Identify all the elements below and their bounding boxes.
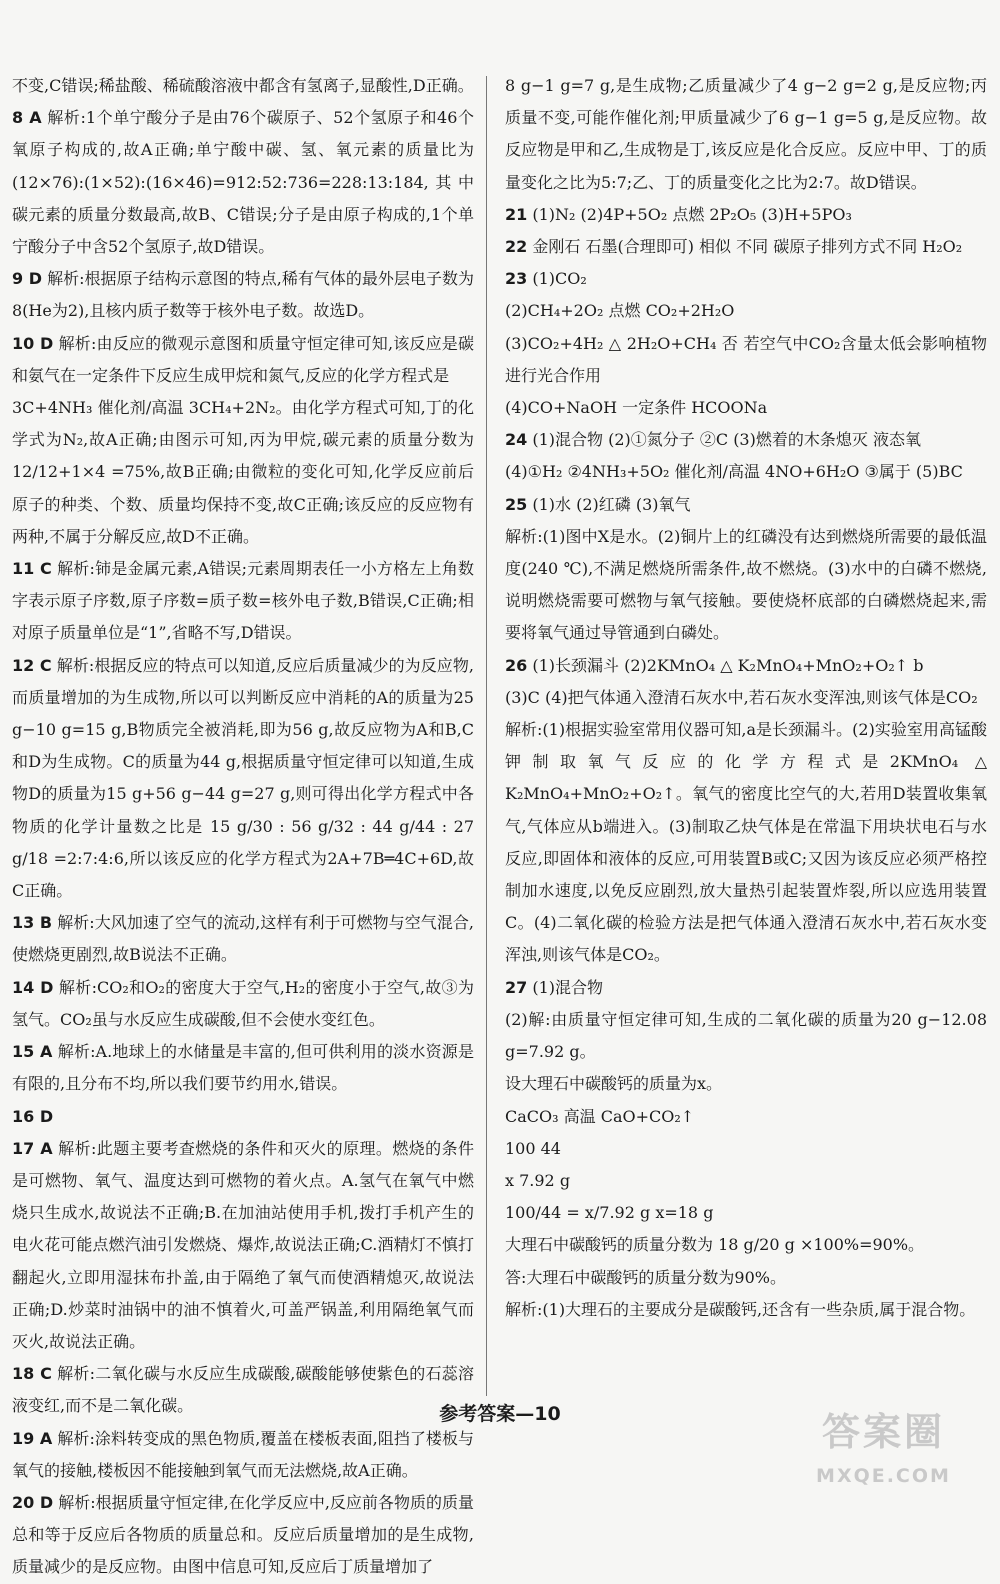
answer-24-4: (4)①H₂ ②4NH₃+5O₂ 催化剂/高温 4NO+6H₂O ③属于 (5)BC (505, 462, 963, 482)
right-column (505, 70, 987, 1326)
answer-14: 14 D 解析:CO₂和O₂的密度大于空气,H₂的密度小于空气,故③为氢气。CO₂虽与水反应生成碳酸,但不会使水变红色。 (12, 977, 474, 1029)
answer-27-equation: CaCO₃ 高温 CaO+CO₂↑ (505, 1106, 695, 1126)
answer-11: 11 C 解析:铈是金属元素,A错误;元素周期表任一小方格左上角数字表示原子序数,原子序数=质子数=核外电子数,B错误,C正确;相对原子质量单位是“1”,省略不写,D错误。 (12, 559, 474, 643)
answer-25: 25 (1)水 (2)红磷 (3)氧气 (505, 494, 691, 514)
answer-26: 26 (1)长颈漏斗 (2)2KMnO₄ △ K₂MnO₄+MnO₂+O₂↑ b (505, 655, 924, 675)
answer-10: 10 D 解析:由反应的微观示意图和质量守恒定律可知,该反应是碳和氨气在一定条件下反应生成甲烷和氮气,反应的化学方程式是 (12, 333, 474, 385)
page-footer: 参考答案—10 (439, 1403, 561, 1425)
answer-27-final: 答:大理石中碳酸钙的质量分数为90%。 (505, 1267, 786, 1287)
answer-16: 16 D (12, 1106, 54, 1126)
answer-27-assume: 设大理石中碳酸钙的质量为x。 (505, 1074, 723, 1094)
answer-27-percent: 大理石中碳酸钙的质量分数为 18 g/20 g ×100%=90%。 (505, 1235, 925, 1255)
answer-24: 24 (1)混合物 (2)①氮分子 ②C (3)燃着的木条熄灭 液态氧 (505, 430, 921, 450)
answer-21: 21 (1)N₂ (2)4P+5O₂ 点燃 2P₂O₅ (3)H+5PO₃ (505, 204, 852, 224)
answer-23: 23 (1)CO₂ (505, 269, 587, 289)
answer-23-4: (4)CO+NaOH 一定条件 HCOONa (505, 398, 768, 418)
answer-9: 9 D 解析:根据原子结构示意图的特点,稀有气体的最外层电子数为8(He为2),且核内质子数等于核外电子数。故选D。 (12, 269, 474, 321)
answer-10-equation: 3C+4NH₃ 催化剂/高温 3CH₄+2N₂。由化学方程式可知,丁的化学式为N₂,故A正确;由图示可知,丙为甲烷,碳元素的质量分数为 12/12+1×4 =75%,故B正确;由微粒的变化可知,化学反应前后原子的种类、个数、质量均保持不变,故C正确;该反应的反应物有两种,不属于分解反应,故D不正确。 (12, 398, 474, 546)
answer-17: 17 A 解析:此题主要考查燃烧的条件和灭火的原理。燃烧的条件是可燃物、氧气、温度达到可燃物的着火点。A.氢气在氧气中燃烧只生成水,故说法不正确;B.在加油站使用手机,拨打手机产生的电火花可能点燃汽油引发燃烧、爆炸,故说法正确;C.酒精灯不慎打翻起火,立即用湿抹布扑盖,由于隔绝了氧气而使酒精熄灭,故说法正确;D.炒菜时油锅中的油不慎着火,可盖严锅盖,利用隔绝氧气而灭火,故说法正确。 (12, 1138, 474, 1351)
answer-27-2: (2)解:由质量守恒定律可知,生成的二氧化碳的质量为20 g−12.08 g=7.92 g。 (505, 1009, 987, 1062)
answer-20-tail: 8 g−1 g=7 g,是生成物;乙质量减少了4 g−2 g=2 g,是反应物;丙质量不变,可能作催化剂;甲质量减少了6 g−1 g=5 g,是反应物。故反应物是甲和乙,生成物是丁,该反应是化合反应。反应中甲、丁的质量变化之比为5:7;乙、丁的质量变化之比为2:7。故D错误。 (505, 76, 987, 192)
answer-27: 27 (1)混合物 (505, 977, 604, 997)
watermark-url: MXQE.COM (816, 1465, 951, 1487)
answer-23-3: (3)CO₂+4H₂ △ 2H₂O+CH₄ 否 若空气中CO₂含量太低会影响植物进行光合作用 (505, 333, 987, 385)
answer-13: 13 B 解析:大风加速了空气的流动,这样有利于可燃物与空气混合,使燃烧更剧烈,故B说法不正确。 (12, 913, 474, 965)
column-divider (486, 76, 487, 1396)
watermark-text: 答案圈 (821, 1410, 945, 1454)
answer-25-analysis: 解析:(1)图中X是水。(2)铜片上的红磷没有达到燃烧所需要的最低温度(240 ℃),不满足燃烧所需条件,故不燃烧。(3)水中的白磷不燃烧,说明燃烧需要可燃物与氧气接触。要使烧杯底部的白磷燃烧起来,需要将氧气通过导管通到白磷处。 (505, 526, 987, 643)
answer-12: 12 C 解析:根据反应的特点可以知道,反应后质量减少的为反应物,而质量增加的为生成物,所以可以判断反应中消耗的A的质量为25 g−10 g=15 g,B物质完全被消耗,即为56 g,故反应物为A和B,C和D为生成物。C的质量为44 g,根据质量守恒定律可以知道,生成物D的质量为15 g+56 g−44 g=27 g,则可得出化学方程式中各物质的化学计量数之比是 15 g/30 : 56 g/32 : 44 g/44 : 27 g/18 =2:7:4:6,所以该反应的化学方程式为2A+7B═4C+6D,故C正确。 (12, 655, 474, 901)
answer-23-2: (2)CH₄+2O₂ 点燃 CO₂+2H₂O (505, 301, 735, 321)
answer-27-ratio-2: x 7.92 g (505, 1170, 571, 1190)
answer-15: 15 A 解析:A.地球上的水储量是丰富的,但可供利用的淡水资源是有限的,且分布不均,所以我们要节约用水,错误。 (12, 1042, 475, 1094)
answer-19: 19 A 解析:涂料转变成的黑色物质,覆盖在楼板表面,阻挡了楼板与氧气的接触,楼板因不能接触到氧气而无法燃烧,故A正确。 (12, 1428, 474, 1480)
answer-20: 20 D 解析:根据质量守恒定律,在化学反应中,反应前各物质的质量总和等于反应后各物质的质量总和。反应后质量增加的是生成物,质量减少的是反应物。由图中信息可知,反应后丁质量增加了 (12, 1492, 474, 1577)
answer-26-3: (3)C (4)把气体通入澄清石灰水中,若石灰水变浑浊,则该气体是CO₂ (505, 687, 978, 707)
watermark-logo (781, 1410, 986, 1487)
answer-27-proportion: 100/44 = x/7.92 g x=18 g (505, 1203, 714, 1223)
answer-7-tail: 不变,C错误;稀盐酸、稀硫酸溶液中都含有氢离子,显酸性,D正确。 (12, 76, 474, 95)
answer-22: 22 金刚石 石墨(合理即可) 相似 不同 碳原子排列方式不同 H₂O₂ (505, 237, 963, 257)
answer-18: 18 C 解析:二氧化碳与水反应生成碳酸,碳酸能够使紫色的石蕊溶液变红,而不是二氧化碳。 (12, 1364, 475, 1416)
answer-8: 8 A 解析:1个单宁酸分子是由76个碳原子、52个氢原子和46个氧原子构成的,故A正确;单宁酸中碳、氢、氧元素的质量比为(12×76):(1×52):(16×46)=912:52:736=228:13:184,其中碳元素的质量分数最高,故B、C错误;分子是由原子构成的,1个单宁酸分子中含52个氢原子,故D错误。 (12, 108, 474, 257)
answer-27-ratio-1: 100 44 (505, 1138, 561, 1158)
answer-27-analysis: 解析:(1)大理石的主要成分是碳酸钙,还含有一些杂质,属于混合物。 (505, 1299, 976, 1319)
answer-26-analysis: 解析:(1)根据实验室常用仪器可知,a是长颈漏斗。(2)实验室用高锰酸钾制取氧气反应的化学方程式是2KMnO₄ △ K₂MnO₄+MnO₂+O₂↑。氧气的密度比空气的大,若用D装置收集氧气,气体应从b端进入。(3)制取乙炔气体是在常温下用块状电石与水反应,即固体和液体的反应,可用装置B或C;又因为该反应必须严格控制加水速度,以免反应剧烈,放大量热引起装置炸裂,所以应选用装置C。(4)二氧化碳的检验方法是把气体通入澄清石灰水中,若石灰水变浑浊,则该气体是CO₂。 (505, 720, 987, 965)
left-column (12, 70, 474, 1584)
